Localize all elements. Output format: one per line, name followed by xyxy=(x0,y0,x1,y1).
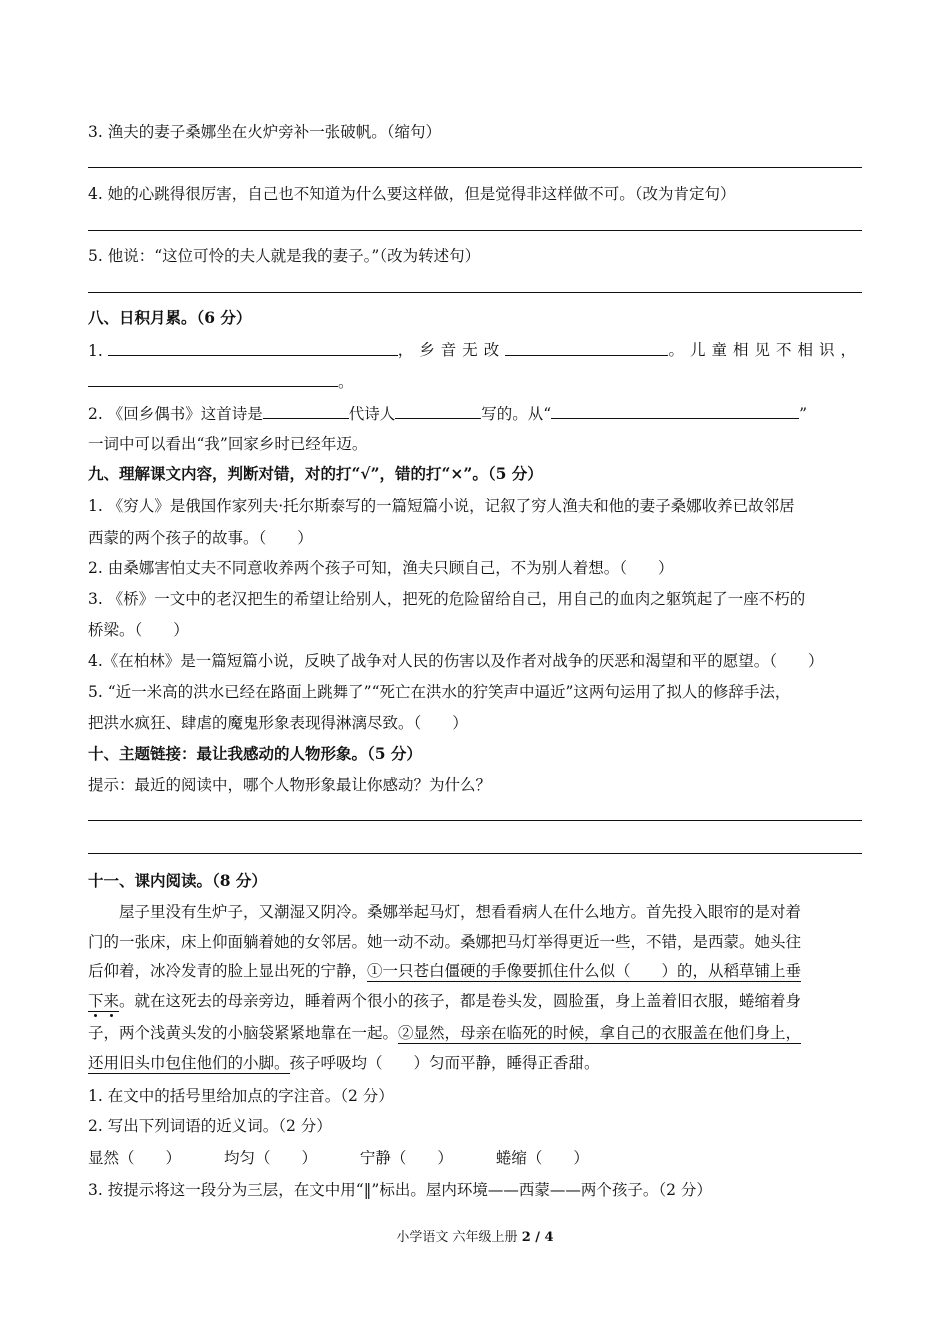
q8-item-1-end: 。儿童相见不相识， xyxy=(668,341,862,359)
dotted-char: 下 xyxy=(88,992,104,1010)
passage-line-2: 门的一张床，床上仰面躺着她的女邻居。她一动不动。桑娜把马灯举得更近一些，不错，是西蒙。她头往 xyxy=(88,933,802,951)
q7-item-5: 5. 他说：“这位可怜的夫人就是我的妻子。”（改为转述句） xyxy=(88,247,481,265)
answer-line[interactable] xyxy=(88,230,862,231)
q7-item-3: 3. 渔夫的妻子桑娜坐在火炉旁补一张破帆。（缩句） xyxy=(88,123,441,141)
dotted-char: 来 xyxy=(103,992,120,1010)
q7-item-4: 4. 她的心跳得很厉害，自己也不知道为什么要这样做，但是觉得非这样做不可。（改为肯定句） xyxy=(88,185,736,203)
passage-line-4 xyxy=(88,991,801,1011)
answer-line[interactable] xyxy=(88,820,862,821)
word-blank[interactable]: 显然（ ） xyxy=(88,1149,182,1167)
passage-text: 。就在这死去的母亲旁边，睡着两个很小的孩子，都是卷头发，圆脸蛋，身上盖着旧衣服，蜷缩着身 xyxy=(119,992,802,1010)
fill-blank[interactable] xyxy=(88,371,338,387)
underlined-sentence-2: ②显然，母亲在临死的时候，拿自己的衣服盖在他们身上， xyxy=(398,1024,802,1042)
q11-sub-2: 2. 写出下列词语的近义词。（2 分） xyxy=(88,1117,332,1135)
q8-item-2-part-a: 2. 《回乡偶书》这首诗是 xyxy=(88,405,263,423)
synonym-words xyxy=(88,1148,589,1168)
passage-line-3 xyxy=(88,961,801,981)
passage-line-6 xyxy=(88,1053,600,1073)
q8-item-1-tail: 。 xyxy=(338,373,354,391)
section-11-title: 十一、课内阅读。（8 分） xyxy=(88,871,267,890)
q9-item-2: 2. 由桑娜害怕丈夫不同意收养两个孩子可知，渔夫只顾自己，不为别人着想。（ ） xyxy=(88,559,674,577)
underlined-sentence-1: ①一只苍白僵硬的手像要抓住什么似（ ）的，从稻草铺上垂 xyxy=(367,962,802,980)
section-9-title: 九、理解课文内容，判断对错，对的打“√”，错的打“×”。（5 分） xyxy=(88,464,543,483)
fill-blank[interactable] xyxy=(505,340,668,356)
q9-item-5-line-1: 5. “近一米高的洪水已经在路面上跳舞了”“死亡在洪水的狞笑声中逼近”这两句运用了拟人的修辞手法， xyxy=(88,683,791,701)
q8-item-2 xyxy=(88,403,807,424)
passage-line-1: 屋子里没有生炉子，又潮湿又阴冷。桑娜举起马灯，想看看病人在什么地方。首先投入眼帘的是对着 xyxy=(119,903,802,921)
word-blank[interactable]: 均匀（ ） xyxy=(223,1149,317,1167)
q8-item-1-middle: ，乡音无改 xyxy=(397,341,506,359)
page-number: 2 / 4 xyxy=(521,1230,554,1245)
q11-sub-3: 3. 按提示将这一段分为三层，在文中用“‖”标出。屋内环境——西蒙——两个孩子。（2 分） xyxy=(88,1181,712,1199)
fill-blank[interactable] xyxy=(108,340,398,356)
q9-item-1-line-2: 西蒙的两个孩子的故事。（ ） xyxy=(88,529,313,547)
footer-text: 小学语文 六年级上册 xyxy=(396,1230,522,1245)
q10-hint: 提示：最近的阅读中，哪个人物形象最让你感动？为什么？ xyxy=(88,776,492,794)
q8-item-1-cont xyxy=(88,371,354,392)
page-footer xyxy=(0,1226,950,1245)
underlined-sentence-2-cont: 还用旧头巾包住他们的小脚。 xyxy=(88,1054,290,1072)
q8-item-2-part-b: 代诗人 xyxy=(348,405,396,423)
passage-text: 孩子呼吸均（ ）匀而平静，睡得正香甜。 xyxy=(289,1054,600,1072)
answer-line[interactable] xyxy=(88,853,862,854)
q9-item-3-line-1: 3. 《桥》一文中的老汉把生的希望让给别人，把死的危险留给自己，用自己的血肉之躯筑起了一座不朽的 xyxy=(88,590,806,608)
fill-blank[interactable] xyxy=(263,403,349,419)
passage-line-5 xyxy=(88,1023,801,1043)
word-blank[interactable]: 宁静（ ） xyxy=(359,1149,453,1167)
word-blank[interactable]: 蜷缩（ ） xyxy=(495,1149,589,1167)
q8-item-1 xyxy=(88,340,862,361)
q9-item-5-line-2: 把洪水疯狂、肆虐的魔鬼形象表现得淋漓尽致。（ ） xyxy=(88,714,468,732)
answer-line[interactable] xyxy=(88,292,862,293)
answer-line[interactable] xyxy=(88,167,862,168)
q11-sub-1: 1. 在文中的括号里给加点的字注音。（2 分） xyxy=(88,1087,394,1105)
q8-item-2-part-d: ” xyxy=(799,405,808,423)
fill-blank[interactable] xyxy=(395,403,481,419)
passage-text: 后仰着，冰冷发青的脸上显出死的宁静， xyxy=(88,962,368,980)
fill-blank[interactable] xyxy=(551,403,799,419)
q8-item-2-line-2: 一词中可以看出“我”回家乡时已经年迈。 xyxy=(88,435,368,453)
q8-item-2-part-c: 写的。从“ xyxy=(481,405,552,423)
q9-item-3-line-2: 桥梁。（ ） xyxy=(88,621,189,639)
q9-item-4: 4.《在柏林》是一篇短篇小说，反映了战争对人民的伤害以及作者对战争的厌恶和渴望和平的愿望。（ ） xyxy=(88,652,824,670)
q9-item-1-line-1: 1. 《穷人》是俄国作家列夫·托尔斯泰写的一篇短篇小说，记叙了穷人渔夫和他的妻子桑娜收养已故邻居 xyxy=(88,497,795,515)
section-10-title: 十、主题链接：最让我感动的人物形象。（5 分） xyxy=(88,744,422,763)
passage-text: 子，两个浅黄头发的小脑袋紧紧地靠在一起。 xyxy=(88,1024,399,1042)
q8-item-1-number: 1. xyxy=(88,342,103,360)
section-8-title: 八、日积月累。（6 分） xyxy=(88,308,252,327)
